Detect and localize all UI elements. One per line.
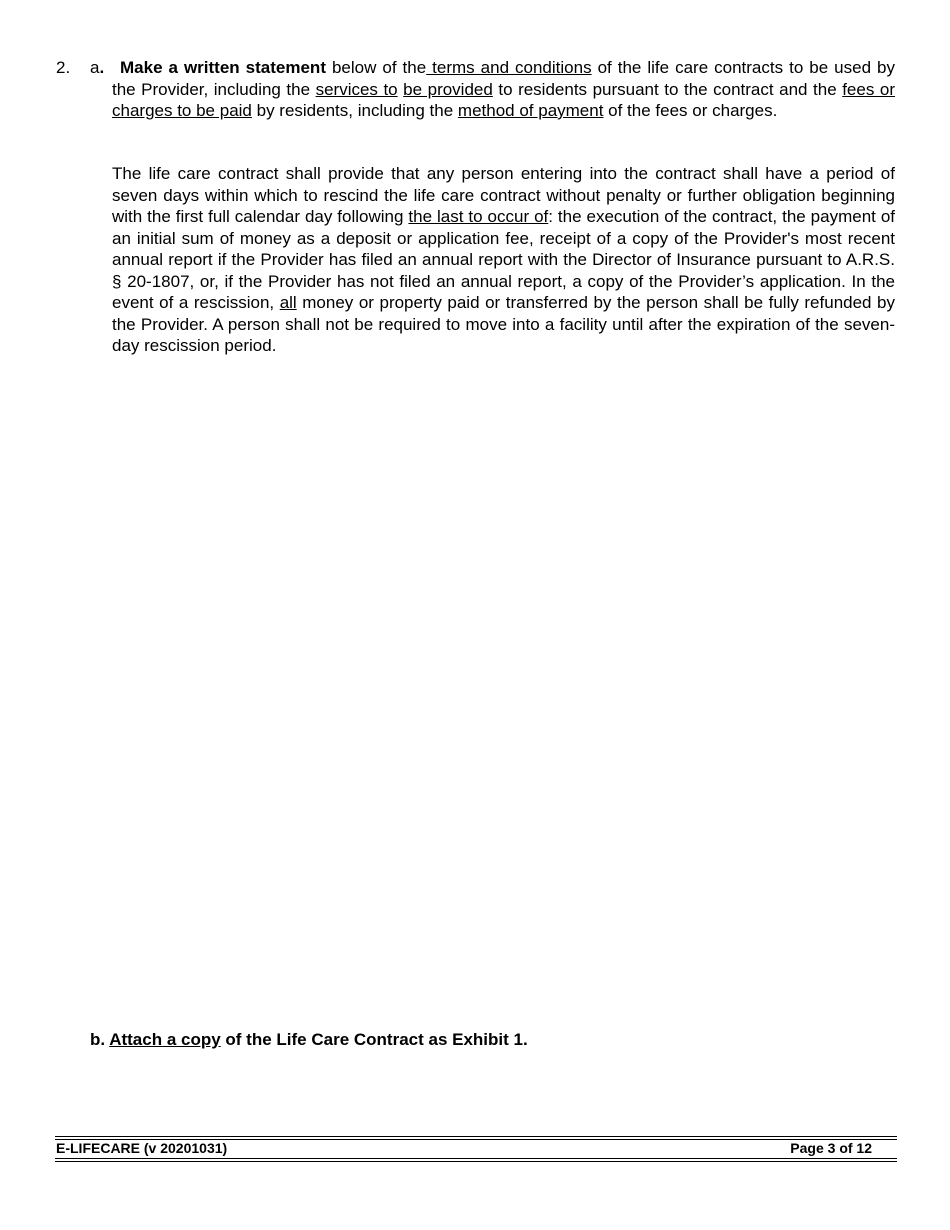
form-version: E-LIFECARE (v 20201031) [56, 1140, 228, 1156]
item-number: 2. [56, 58, 71, 77]
page-number: Page 3 of 12 [790, 1140, 872, 1156]
terms-and-conditions: terms and conditions [426, 58, 592, 77]
sub-item-a-label: a. [90, 58, 105, 77]
footer-rule-bottom-2 [55, 1161, 897, 1162]
all-emphasis: all [279, 293, 297, 312]
sub-item-b-label: b. [90, 1030, 106, 1049]
services-to: services to [315, 79, 398, 99]
written-statement-instruction: Make a written statement below of the terms and conditions of the life care contracts to be used by the Provider, including the services to be provided to residents pursuant to the contract and the fees or charges to be paid by residents, including the method of payment of the fees or charges. [112, 58, 895, 120]
footer-rule-top-1 [55, 1136, 897, 1137]
last-to-occur: the last to occur of [408, 207, 549, 226]
attach-a-copy: Attach a copy [109, 1030, 221, 1049]
instruction-lead: Make a written statement [120, 58, 326, 77]
method-of-payment: method of payment [457, 101, 604, 120]
fees-or-charges: fees or charges to be paid [112, 79, 895, 120]
rescission-paragraph: The life care contract shall provide that any person entering into the contract shall have a period of seven days within which to rescind the life care contract without penalty or further obligation beginning with the first full calendar day following the last to occur of: the execution of the contract, the payment of an initial sum of money as a deposit or application fee, receipt of a copy of the Provider's most recent annual report if the Provider has filed an annual report with the Director of Insurance pursuant to A.R.S. § 20-1807, or, if the Provider has not filed an annual report, a copy of the Provider’s application. In the event of a rescission, all money or property paid or transferred by the person shall be fully refunded by the Provider. A person shall not be required to move into a facility until after the expiration of the seven-day rescission period. [112, 164, 896, 355]
attach-copy-instruction: b. Attach a copy of the Life Care Contract as Exhibit 1. [90, 1030, 528, 1049]
be-provided: be provided [403, 79, 493, 99]
footer-rule-bottom-1 [55, 1158, 897, 1159]
